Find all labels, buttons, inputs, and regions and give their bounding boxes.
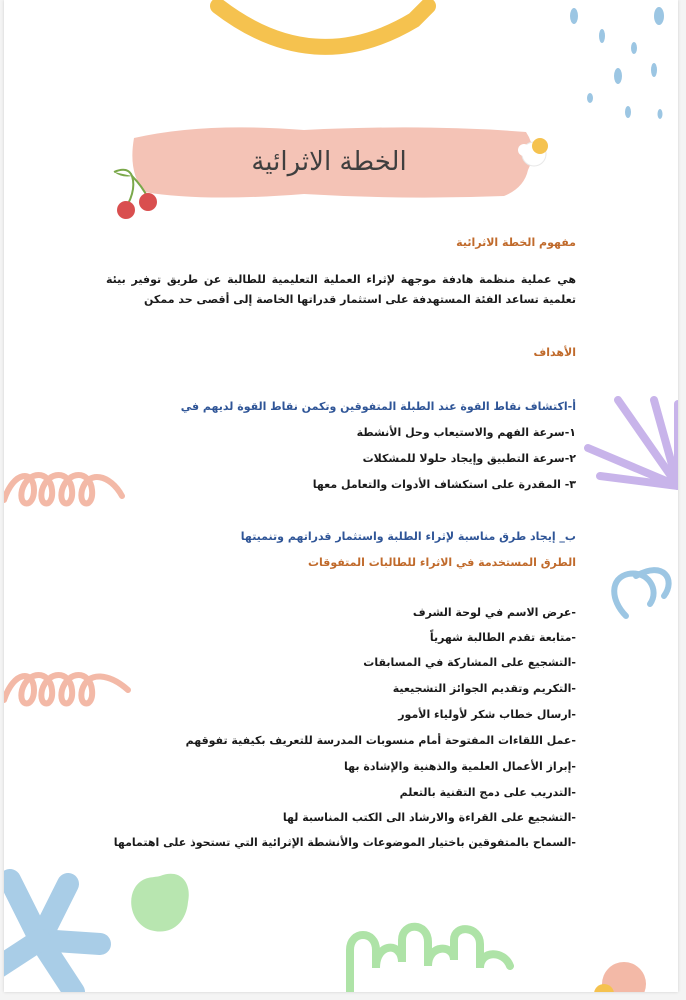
page-title: الخطة الاثرائية: [251, 147, 407, 177]
method-item: -عمل اللقاءات المفتوحة أمام منسوبات المدرسة للتعريف بكيفية تفوقهم: [185, 734, 576, 747]
concept-text: هي عملية منظمة هادفة موجهة لإثراء العملية التعليمية للطالبة عن طريق توفير بيئة تعلمية تساعد الفئة المستهدفة على استثمار قدراتها الخاصة إلى أقصى حد ممكن: [106, 273, 576, 306]
document-page: [4, 0, 678, 992]
salmon-loops-decoration-top: [4, 475, 122, 504]
method-item: -التشجيع على القراءة والارشاد الى الكتب المناسبة لها: [282, 811, 576, 824]
method-item: -التكريم وتقديم الجوائز التشجيعية: [392, 682, 576, 695]
blue-drops-decoration: [570, 7, 664, 119]
methods-heading: الطرق المستخدمة في الاثراء للطالبات المتفوقات: [307, 556, 576, 569]
method-item: -ارسال خطاب شكر لأولياء الأمور: [398, 708, 576, 721]
goal-a-item: ٢-سرعة التطبيق وإيجاد حلولا للمشكلات: [362, 452, 576, 465]
method-item: -إبراز الأعمال العلمية والذهنية والإشادة بها: [344, 760, 576, 773]
title-banner: [128, 128, 530, 196]
lavender-burst-decoration: [588, 400, 678, 486]
green-arches-decoration: [350, 927, 510, 992]
goal-a-item: ٣- المقدرة على استكشاف الأدوات والتعامل معها: [312, 478, 576, 491]
green-blob-decoration: [131, 874, 189, 932]
salmon-loops-decoration-bottom: [4, 675, 128, 704]
goal-a-item: ١-سرعة الفهم والاستيعاب وحل الأنشطة: [356, 426, 576, 439]
method-item: -عرض الاسم في لوحة الشرف: [412, 606, 576, 619]
concept-heading: مفهوم الخطة الاثرائية: [456, 236, 576, 249]
method-item: -التشجيع على المشاركة في المسابقات: [363, 656, 576, 669]
blue-curl-decoration: [614, 570, 668, 616]
yellow-arc-decoration: [218, 6, 428, 47]
blue-starburst-decoration: [4, 880, 100, 992]
goal-a: أ-اكتشاف نقاط القوة عند الطبلة المتفوقين وتكمن نقاط القوة لديهم في: [180, 400, 576, 413]
method-item: -متابعة تقدم الطالبة شهرياً: [429, 631, 576, 644]
method-item: -السماح بالمتفوقين باختيار الموضوعات والأنشطة الإثرائية التي تستحوذ على اهتمامها: [113, 836, 576, 849]
method-item: -التدريب على دمج التقنية بالتعلم: [399, 786, 576, 799]
goals-heading: الأهداف: [533, 346, 576, 359]
goal-b: ب_ إيجاد طرق مناسبة لإثراء الطلبة واستثمار قدراتهم وتنميتها: [240, 530, 576, 543]
